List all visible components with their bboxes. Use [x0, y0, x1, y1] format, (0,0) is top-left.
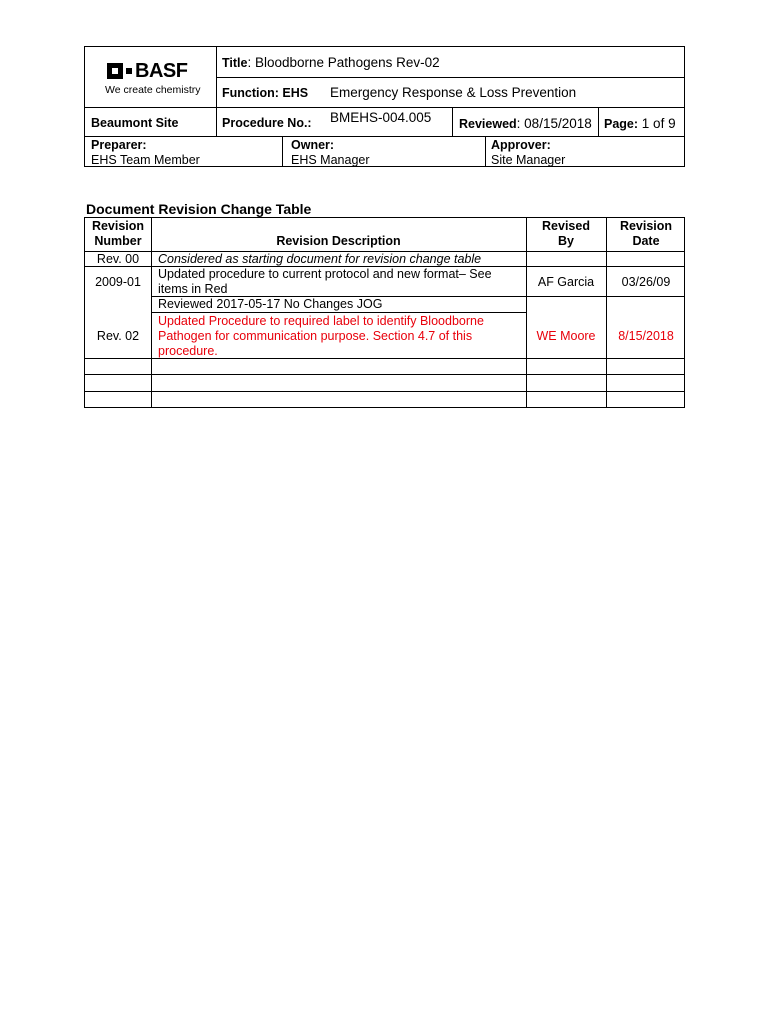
page-value: 1 of 9 [638, 116, 676, 131]
title-label: Title [222, 56, 248, 70]
reviewed-date [459, 116, 592, 132]
basf-logo [85, 47, 216, 107]
owner-label: Owner: [291, 138, 335, 152]
col-header-revision-date [606, 219, 686, 249]
description-line: procedure. [158, 344, 218, 358]
preparer-label: Preparer: [91, 138, 147, 152]
preparer-value: EHS Team Member [91, 153, 200, 167]
divider [485, 136, 486, 167]
procedure-label: Procedure No.: [222, 116, 312, 130]
table-row-2009-01-number: 2009-01 [95, 275, 141, 289]
logo-wordmark: BASF [135, 60, 188, 82]
divider [282, 136, 283, 167]
table-row-rev02-number: Rev. 02 [96, 329, 140, 343]
table-row-rev02-date: 8/15/2018 [618, 329, 674, 343]
table-row-review-2017-description: Reviewed 2017-05-17 No Changes JOG [158, 297, 383, 311]
col-header-by-line1: Revised [542, 219, 590, 233]
logo-dot-icon [126, 68, 132, 74]
document-header [84, 46, 685, 167]
divider [85, 391, 685, 392]
col-header-revised-by [526, 219, 606, 249]
approver-value: Site Manager [491, 153, 566, 167]
col-header-by-line2: By [558, 234, 574, 248]
table-row-rev02-description [158, 314, 526, 359]
col-header-date-line2: Date [632, 234, 660, 248]
title-value: : Bloodborne Pathogens Rev-02 [247, 55, 440, 70]
document-title [222, 55, 440, 71]
description-line: Updated Procedure to required label to identify Bloodborne [158, 314, 484, 328]
divider [216, 47, 217, 136]
table-row-rev02-revised-by: WE Moore [536, 329, 596, 343]
function-value: Emergency Response & Loss Prevention [330, 85, 577, 100]
divider [85, 107, 685, 108]
divider [452, 107, 453, 136]
logo-mark [107, 60, 197, 82]
site-name: Beaumont Site [91, 116, 179, 130]
logo-square-icon [107, 63, 123, 79]
table-row-2009-01-date: 03/26/09 [621, 275, 671, 289]
page-label: Page: [604, 117, 639, 131]
col-header-number [85, 219, 151, 249]
logo-tagline: We create chemistry [105, 84, 201, 96]
page-count [604, 116, 676, 132]
table-row-rev00-description: Considered as starting document for revision change table [158, 252, 482, 266]
revision-table [84, 217, 685, 408]
description-line: Updated procedure to current protocol and new format– See [158, 267, 492, 281]
owner-value: EHS Manager [291, 153, 370, 167]
description-line: items in Red [158, 282, 228, 296]
reviewed-label: Reviewed [459, 117, 517, 131]
revision-table-title: Document Revision Change Table [86, 201, 312, 217]
description-line: Pathogen for communication purpose. Section 4.7 of this [158, 329, 473, 343]
table-row-2009-01-revised-by: AF Garcia [537, 275, 595, 289]
col-header-number-line2: Number [94, 234, 142, 248]
divider [85, 136, 685, 137]
table-row-rev00-number: Rev. 00 [96, 252, 140, 266]
divider [598, 107, 599, 136]
procedure-number: BMEHS-004.005 [330, 110, 432, 125]
col-header-description: Revision Description [276, 234, 401, 248]
divider [151, 312, 526, 313]
divider [216, 77, 685, 78]
col-header-number-line1: Revision [91, 219, 145, 233]
col-header-date-line1: Revision [619, 219, 673, 233]
divider [85, 374, 685, 375]
reviewed-value: : 08/15/2018 [516, 116, 592, 131]
approver-label: Approver: [491, 138, 551, 152]
function-label: Function: EHS [222, 86, 309, 100]
table-row-2009-01-description [158, 267, 526, 297]
